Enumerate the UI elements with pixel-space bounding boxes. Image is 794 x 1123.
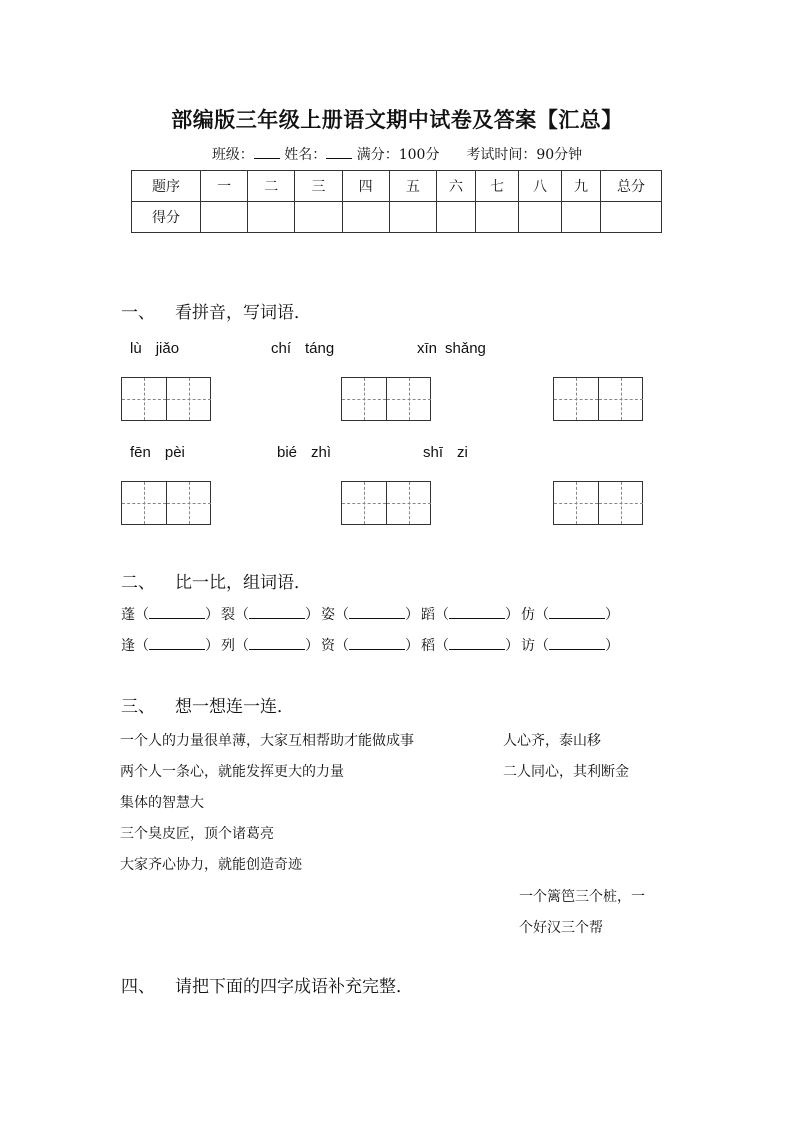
answer-blank[interactable]	[249, 637, 305, 650]
section-1-heading	[121, 298, 311, 323]
name-label: 姓名：	[284, 147, 327, 163]
word-item: 逢（ ）	[121, 638, 219, 654]
section-4-number: 四、	[121, 977, 155, 997]
pinyin-syllable: jiǎo	[155, 340, 180, 357]
score-col-8: 八	[519, 171, 562, 202]
pinyin-1	[130, 340, 193, 357]
score-cell[interactable]	[389, 202, 436, 233]
score-col-2: 二	[248, 171, 295, 202]
score-table-header-row	[132, 171, 662, 202]
score-cell[interactable]	[519, 202, 562, 233]
match-right-3-cont[interactable]: 个好汉三个帮	[519, 920, 603, 936]
pinyin-4	[130, 444, 199, 461]
pinyin-syllable: táng	[305, 340, 335, 357]
word-row-1	[121, 604, 621, 624]
section-4-title: 请把下面的四字成语补充完整．	[175, 977, 413, 997]
pinyin-syllable: shǎng	[445, 340, 486, 357]
match-right-2[interactable]: 二人同心，其利断金	[503, 764, 629, 780]
pinyin-syllable: chí	[271, 340, 292, 357]
score-table-header-label: 题序	[132, 171, 201, 202]
section-1-number: 一、	[121, 303, 155, 323]
section-3-heading	[121, 692, 294, 717]
word-item: 蓬（ ）	[121, 607, 219, 623]
word-row-2	[121, 635, 621, 655]
class-blank[interactable]	[254, 146, 280, 159]
section-4-heading	[121, 972, 413, 997]
score-col-9: 九	[562, 171, 601, 202]
pinyin-syllable: pèi	[164, 444, 185, 461]
answer-blank[interactable]	[149, 606, 205, 619]
score-cell[interactable]	[476, 202, 519, 233]
match-left-1[interactable]: 一个人的力量很单薄，大家互相帮助才能做成事	[120, 733, 414, 749]
match-right-3[interactable]: 一个篱笆三个桩，一	[519, 889, 645, 905]
pinyin-2	[271, 340, 348, 357]
exam-info-line	[0, 144, 794, 164]
answer-blank[interactable]	[549, 637, 605, 650]
full-score: 满分：100分	[356, 147, 440, 163]
match-left-4[interactable]: 三个臭皮匠，顶个诸葛亮	[120, 826, 274, 842]
page-title: 部编版三年级上册语文期中试卷及答案【汇总】	[171, 107, 623, 132]
word-item: 列（ ）	[221, 638, 319, 654]
writing-grid[interactable]	[341, 481, 431, 525]
score-col-3: 三	[295, 171, 342, 202]
writing-grid[interactable]	[553, 377, 643, 421]
pinyin-syllable: bié	[277, 444, 298, 461]
score-cell[interactable]	[248, 202, 295, 233]
section-2-number: 二、	[121, 573, 155, 593]
score-cell[interactable]	[201, 202, 248, 233]
score-table-score-row	[132, 202, 662, 233]
word-item: 资（ ）	[321, 638, 419, 654]
pinyin-syllable: zhì	[311, 444, 332, 461]
answer-blank[interactable]	[549, 606, 605, 619]
match-right-1[interactable]: 人心齐，泰山移	[503, 733, 601, 749]
writing-grid[interactable]	[553, 481, 643, 525]
answer-blank[interactable]	[349, 637, 405, 650]
score-cell[interactable]	[437, 202, 476, 233]
match-left-2[interactable]: 两个人一条心，就能发挥更大的力量	[120, 764, 344, 780]
score-col-1: 一	[201, 171, 248, 202]
name-blank[interactable]	[326, 146, 352, 159]
pinyin-syllable: xīn	[417, 340, 438, 357]
match-left-5[interactable]: 大家齐心协力，就能创造奇迹	[120, 857, 302, 873]
section-1-title: 看拼音，写词语．	[175, 303, 311, 323]
section-3-number: 三、	[121, 697, 155, 717]
answer-blank[interactable]	[249, 606, 305, 619]
answer-blank[interactable]	[349, 606, 405, 619]
writing-grid[interactable]	[121, 481, 211, 525]
score-col-6: 六	[437, 171, 476, 202]
word-item: 访（ ）	[521, 638, 619, 654]
word-item: 仿（ ）	[521, 607, 619, 623]
writing-grid[interactable]	[341, 377, 431, 421]
score-cell[interactable]	[562, 202, 601, 233]
class-label: 班级：	[211, 147, 254, 163]
pinyin-syllable: fēn	[130, 444, 151, 461]
word-item: 蹈（ ）	[421, 607, 519, 623]
writing-grid[interactable]	[121, 377, 211, 421]
score-table	[131, 170, 662, 233]
pinyin-6	[423, 444, 482, 461]
pinyin-3	[417, 340, 500, 357]
score-cell[interactable]	[342, 202, 389, 233]
score-cell[interactable]	[295, 202, 342, 233]
exam-time: 考试时间：90分钟	[466, 147, 583, 163]
pinyin-5	[277, 444, 345, 461]
word-item: 裂（ ）	[221, 607, 319, 623]
score-col-5: 五	[389, 171, 436, 202]
pinyin-syllable: lù	[130, 340, 142, 357]
section-2-title: 比一比，组词语．	[175, 573, 311, 593]
score-col-7: 七	[476, 171, 519, 202]
answer-blank[interactable]	[449, 606, 505, 619]
score-table-score-label: 得分	[132, 202, 201, 233]
score-col-total: 总分	[601, 171, 662, 202]
score-col-4: 四	[342, 171, 389, 202]
answer-blank[interactable]	[149, 637, 205, 650]
word-item: 稻（ ）	[421, 638, 519, 654]
answer-blank[interactable]	[449, 637, 505, 650]
match-left-3[interactable]: 集体的智慧大	[120, 795, 204, 811]
pinyin-syllable: shī	[423, 444, 444, 461]
word-item: 姿（ ）	[321, 607, 419, 623]
section-2-heading	[121, 568, 311, 593]
score-cell[interactable]	[601, 202, 662, 233]
section-3-title: 想一想连一连．	[175, 697, 294, 717]
pinyin-syllable: zi	[457, 444, 468, 461]
